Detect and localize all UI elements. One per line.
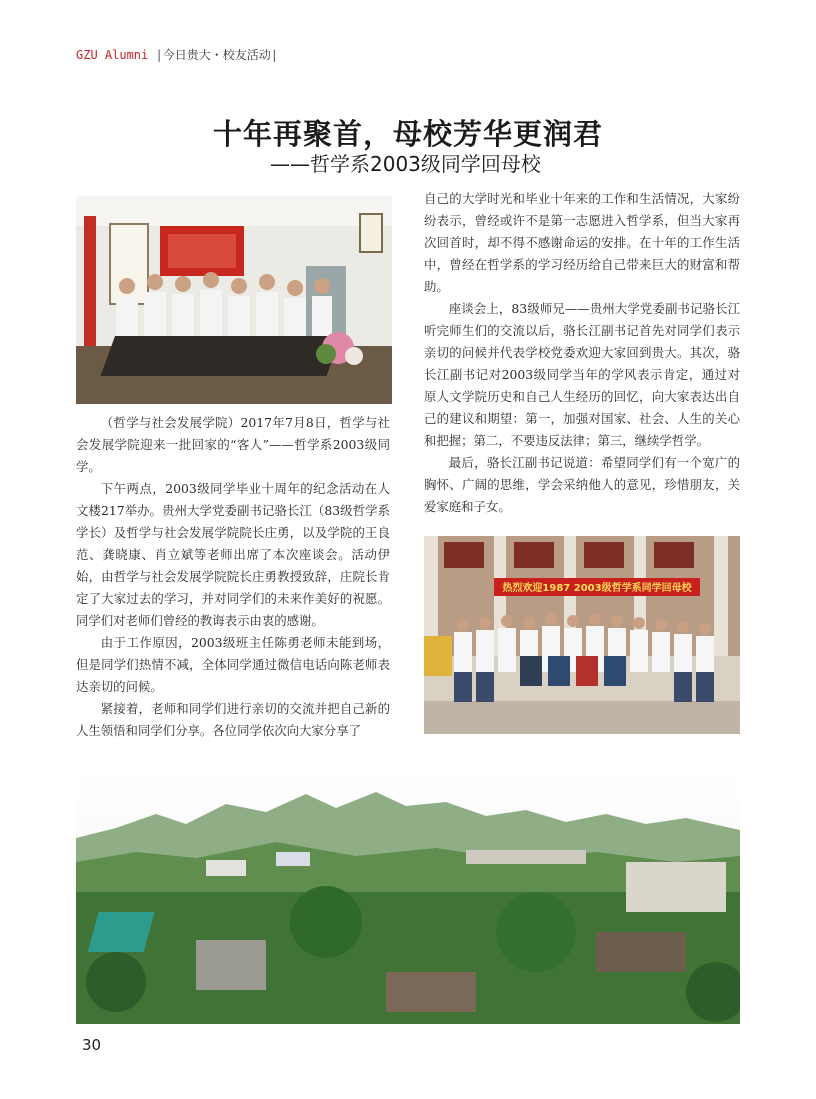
running-header [76,46,278,63]
paragraph: 最后，骆长江副书记说道：希望同学们有一个宽广的胸怀、广阔的思维，学会采纳他人的意见，珍惜朋友，关爱家庭和子女。 [424,455,740,514]
group-photo [424,536,740,734]
paragraph: 由于工作原因，2003级班主任陈勇老师未能到场，但是同学们热情不减，全体同学通过微信电话向陈老师表达亲切的问候。 [76,635,390,694]
meeting-room-photo [76,196,392,404]
paragraph: 座谈会上，83级师兄——贵州大学党委副书记骆长江听完师生们的交流以后，骆长江副书记首先对同学们表示亲切的问候并代表学校党委欢迎大家回到贵大。其次，骆长江副书记对2003级同学当年的学风表示肯定，通过对原人文学院历史和自己人生经历的回忆，向大家表达出自己的建议和期望：第一，加强对国家、社会、人生的关心和把握；第二，不要违反法律；第三，继续学哲学。 [424,301,740,448]
paragraph: 紧接着，老师和同学们进行亲切的交流并把自己新的人生领悟和同学们分享。各位同学依次向大家分享了 [76,701,390,738]
header-divider: | [155,48,163,62]
campus-aerial-illustration [76,772,740,1024]
section-name: 今日贵大・校友活动 [162,48,271,62]
article-subtitle: ——哲学系2003级同学回母校 [270,152,541,176]
magazine-brand: GZU Alumni [76,48,149,62]
article-title: 十年再聚首，母校芳华更润君 [212,117,603,151]
left-column [76,412,390,742]
meeting-room-illustration [76,196,392,404]
group-photo-illustration [424,536,740,734]
campus-aerial-photo [76,772,740,1024]
page-number: 30 [82,1036,102,1054]
header-divider: | [270,48,278,62]
welcome-banner-text: 热烈欢迎1987 2003级哲学系同学回母校 [502,583,692,594]
paragraph: （哲学与社会发展学院）2017年7月8日，哲学与社会发展学院迎来一批回家的“客人”——哲学系2003级同学。 [76,415,390,474]
paragraph-continuation: 自己的大学时光和毕业十年来的工作和生活情况，大家纷纷表示，曾经或许不是第一志愿进入哲学系，但当大家再次回首时，却不得不感谢命运的安排。在十年的工作生活中，曾经在哲学系的学习经历给自己带来巨大的财富和帮助。 [424,191,740,294]
right-column [424,188,740,518]
paragraph: 下午两点，2003级同学毕业十周年的纪念活动在人文楼217举办。贵州大学党委副书记骆长江（83级哲学系学长）及哲学与社会发展学院院长庄勇，以及学院的王良范、龚晓康、肖立斌等老师出席了本次座谈会。活动伊始，由哲学与社会发展学院院长庄勇教授致辞，庄院长肯定了大家过去的学习，并对同学们的未来作美好的祝愿。同学们对老师们曾经的教诲表示由衷的感谢。 [76,481,390,628]
